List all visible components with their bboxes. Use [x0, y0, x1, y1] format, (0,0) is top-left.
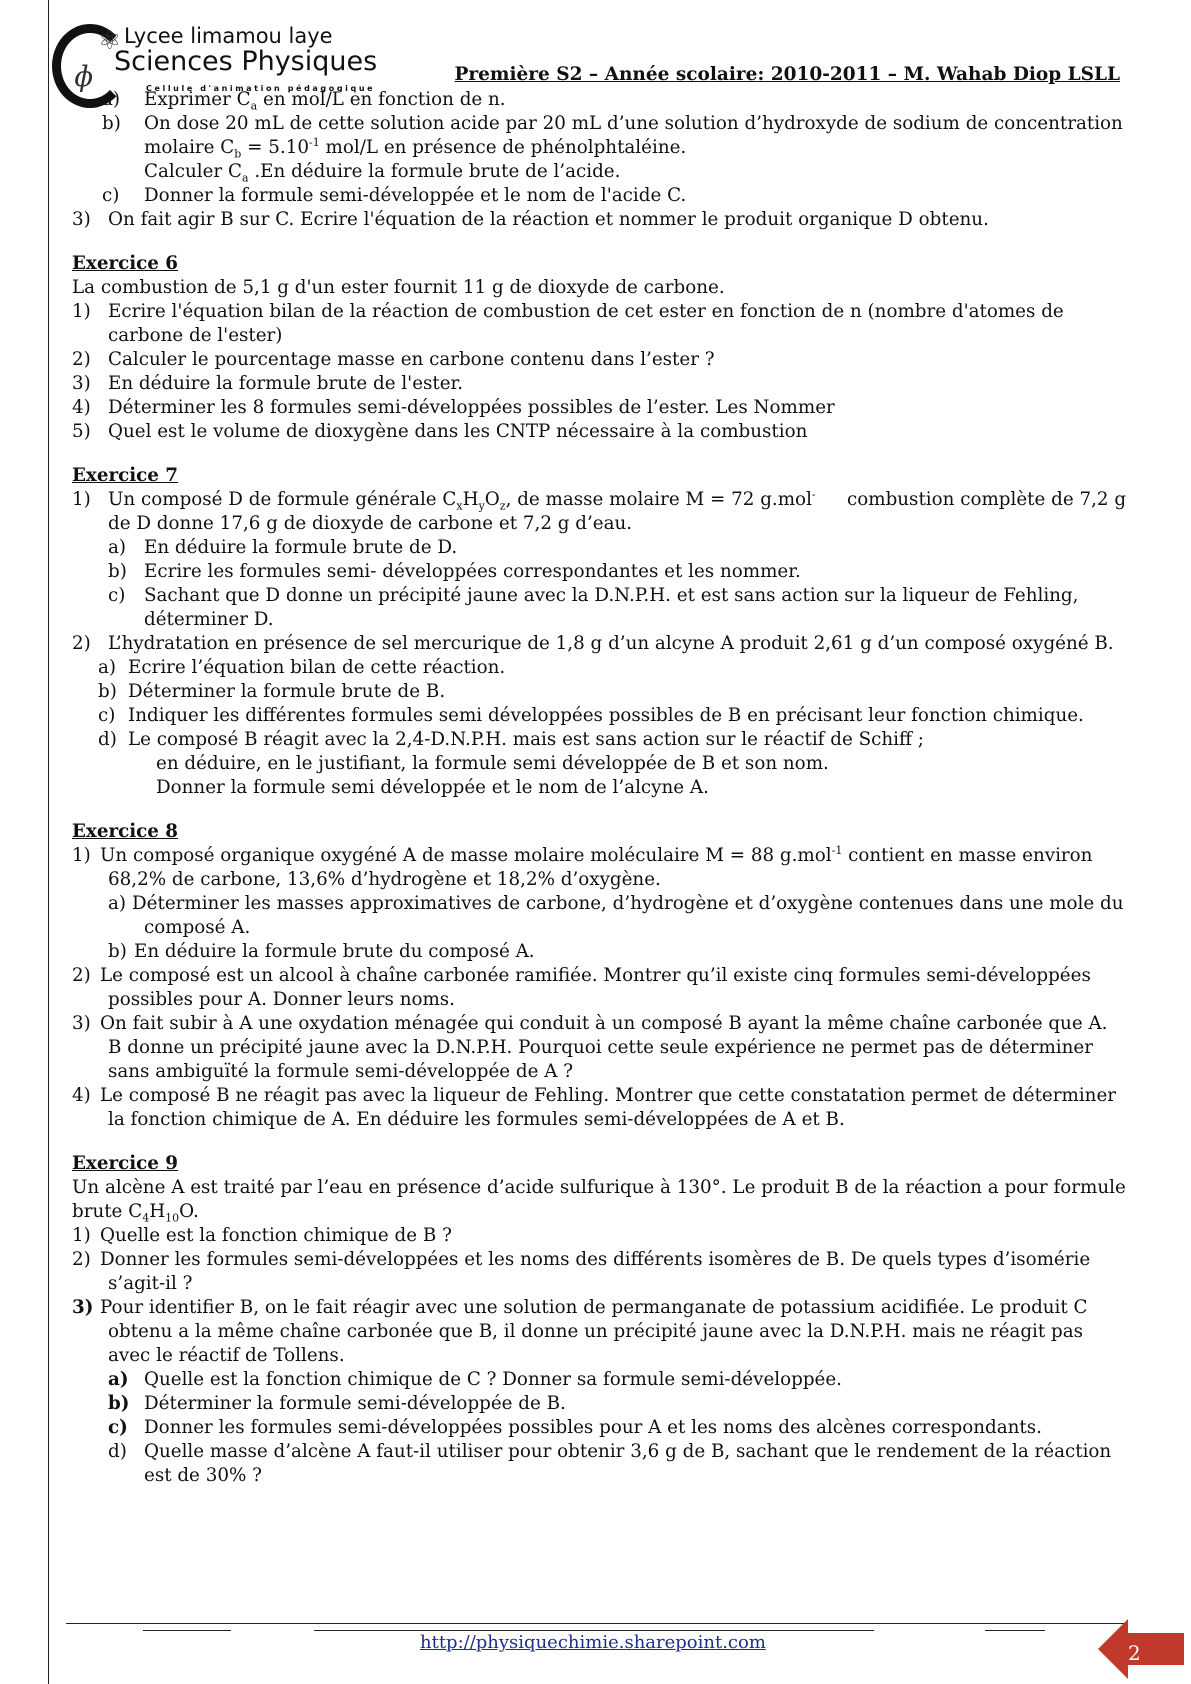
list-item: 3) On fait subir à A une oxydation ménagée qui conduit à un composé B ayant la même chaîne carbonée que A. — [72, 1013, 1108, 1034]
page-header: Première S2 – Année scolaire: 2010-2011 – M. Wahab Diop LSLL — [454, 64, 1120, 85]
document-body — [72, 88, 1127, 1488]
list-item: c) Indiquer les différentes formules semi développées possibles de B en précisant leur fonction chimique. — [98, 705, 1084, 726]
list-item: obtenu a la même chaîne carbonée que B, il donne un précipité jaune avec la D.N.P.H. mais ne réagit pas — [108, 1321, 1084, 1342]
list-item: 1) Quelle est la fonction chimique de B ? — [72, 1225, 452, 1246]
exercise-title: Exercice 6 — [72, 253, 179, 274]
exercise-title: Exercice 9 — [72, 1153, 179, 1174]
list-item: 5) Quel est le volume de dioxygène dans les CNTP nécessaire à la combustion — [72, 421, 808, 442]
list-item: b) En déduire la formule brute du composé A. — [108, 941, 535, 962]
list-item: avec le réactif de Tollens. — [108, 1345, 345, 1366]
flask-icon: ɸ — [74, 60, 94, 93]
page-left-border — [48, 0, 49, 1684]
list-item: a) Quelle est la fonction chimique de C ? Donner sa formule semi-développée. — [108, 1369, 842, 1390]
exercise-title: Exercice 7 — [72, 465, 179, 486]
list-item: s’agit-il ? — [108, 1273, 193, 1294]
list-item: 2) Donner les formules semi-développées et les noms des différents isomères de B. De quels types d’isomérie — [72, 1249, 1091, 1270]
list-item: c) Donner les formules semi-développées possibles pour A et les noms des alcènes correspondants. — [108, 1417, 1042, 1438]
list-item: d) Le composé B réagit avec la 2,4-D.N.P.H. mais est sans action sur le réactif de Schiff ; — [98, 729, 924, 750]
list-item: 1) Un composé organique oxygéné A de masse molaire moléculaire M = 88 g.mol$^{-1}$ contient en masse environ — [72, 843, 1093, 866]
list-item: 4) Déterminer les 8 formules semi-développées possibles de l’ester. Les Nommer — [72, 397, 835, 418]
list-item: b) Ecrire les formules semi- développées correspondantes et les nommer. — [108, 561, 801, 582]
list-item: 1) Ecrire l'équation bilan de la réaction de combustion de cet ester en fonction de n (nombre d'atomes de — [72, 301, 1064, 322]
list-item: en déduire, en le justifiant, la formule semi développée de B et son nom. — [156, 753, 829, 774]
list-item: 68,2% de carbone, 13,6% d’hydrogène et 18,2% d’oxygène. — [108, 869, 661, 890]
list-item: est de 30% ? — [144, 1465, 262, 1486]
list-item: a) En déduire la formule brute de D. — [108, 537, 458, 558]
list-item: la fonction chimique de A. En déduire les formules semi-développées de A et B. — [108, 1109, 845, 1130]
exercise-intro: Un alcène A est traité par l’eau en présence d’acide sulfurique à 130°. Le produit B de la réaction a pour formule — [72, 1177, 1126, 1198]
list-item: carbone de l'ester) — [108, 325, 283, 346]
list-item: 2) L’hydratation en présence de sel mercurique de 1,8 g d’un alcyne A produit 2,61 g d’un composé oxygéné B. — [72, 633, 1114, 654]
list-item: possibles pour A. Donner leurs noms. — [108, 989, 455, 1010]
footer-rule-short — [143, 1630, 231, 1631]
list-item: 4) Le composé B ne réagit pas avec la liqueur de Fehling. Montrer que cette constatation permet de déterminer — [72, 1085, 1117, 1106]
list-item: Calculer $C_a$ .En déduire la formule brute de l’acide. — [144, 161, 621, 185]
footer-rule-short — [985, 1630, 1045, 1631]
exercise-intro: brute $C_4H_{10}O$. — [72, 1201, 199, 1225]
exercise-title: Exercice 8 — [72, 821, 179, 842]
logo-school-name: Lycee limamou laye — [124, 24, 333, 48]
list-item: b) Déterminer la formule semi-développée de B. — [108, 1393, 566, 1414]
list-item: a) Ecrire l’équation bilan de cette réaction. — [98, 657, 506, 678]
list-item: molaire $C_b = 5.10^{-1}$ mol/L en présence de phénolphtaléine. — [144, 135, 687, 161]
logo-title: Sciences Physiques — [114, 46, 378, 77]
list-item: c) Donner la formule semi-développée et le nom de l'acide C. — [102, 185, 687, 206]
list-item: 2) Le composé est un alcool à chaîne carbonée ramifiée. Montrer qu’il existe cinq formules semi-développées — [72, 965, 1091, 986]
list-item: a) Exprimer $C_a$ en mol/L en fonction de n. — [102, 89, 506, 113]
list-item: sans ambiguïté la formule semi-développée de A ? — [108, 1061, 574, 1082]
list-item: b) Déterminer la formule brute de B. — [98, 681, 446, 702]
list-item: déterminer D. — [144, 609, 274, 630]
list-item: B donne un précipité jaune avec la D.N.P.H. Pourquoi cette seule expérience ne permet pas de déterminer — [108, 1037, 1093, 1058]
list-item: 2) Calculer le pourcentage masse en carbone contenu dans l’ester ? — [72, 349, 715, 370]
page-arrow-icon — [1098, 1619, 1184, 1679]
list-item: 3) On fait agir B sur C. Ecrire l'équation de la réaction et nommer le produit organique D obtenu. — [72, 209, 989, 230]
footer-rule — [66, 1623, 1126, 1624]
list-item: de D donne 17,6 g de dioxyde de carbone et 7,2 g d’eau. — [108, 513, 633, 534]
page-number: 2 — [1128, 1641, 1141, 1665]
list-item: b) On dose 20 mL de cette solution acide par 20 mL d’une solution d’hydroxyde de sodium de concentration — [102, 113, 1123, 134]
list-item: composé A. — [144, 917, 251, 938]
list-item: d) Quelle masse d’alcène A faut-il utiliser pour obtenir 3,6 g de B, sachant que le rendement de la réaction — [108, 1441, 1112, 1462]
atom-icon: ⚛ — [98, 26, 122, 56]
list-item: 3) En déduire la formule brute de l'ester. — [72, 373, 464, 394]
list-item: Donner la formule semi développée et le nom de l’alcyne A. — [156, 777, 709, 798]
list-item: 1) Un composé D de formule générale $C_xH_yO_z$, de masse molaire M = 72 g.mol- combustion complète de 7,2 g — [72, 487, 1127, 513]
footer-rule-short — [314, 1630, 874, 1631]
list-item: c) Sachant que D donne un précipité jaune avec la D.N.P.H. et est sans action sur la liqueur de Fehling, — [108, 585, 1079, 606]
list-item: a) Déterminer les masses approximatives de carbone, d’hydrogène et d’oxygène contenues dans une mole du — [108, 893, 1124, 914]
logo-subtitle: Cellule d'animation pédagogique — [146, 84, 376, 93]
list-item: 3) Pour identifier B, on le fait réagir avec une solution de permanganate de potassium acidifiée. Le produit C — [72, 1297, 1088, 1318]
page-arrow-shape — [1098, 1619, 1184, 1679]
exercise-intro: La combustion de 5,1 g d'un ester fournit 11 g de dioxyde de carbone. — [72, 277, 725, 298]
footer-url-link[interactable]: http://physiquechimie.sharepoint.com — [420, 1632, 766, 1653]
